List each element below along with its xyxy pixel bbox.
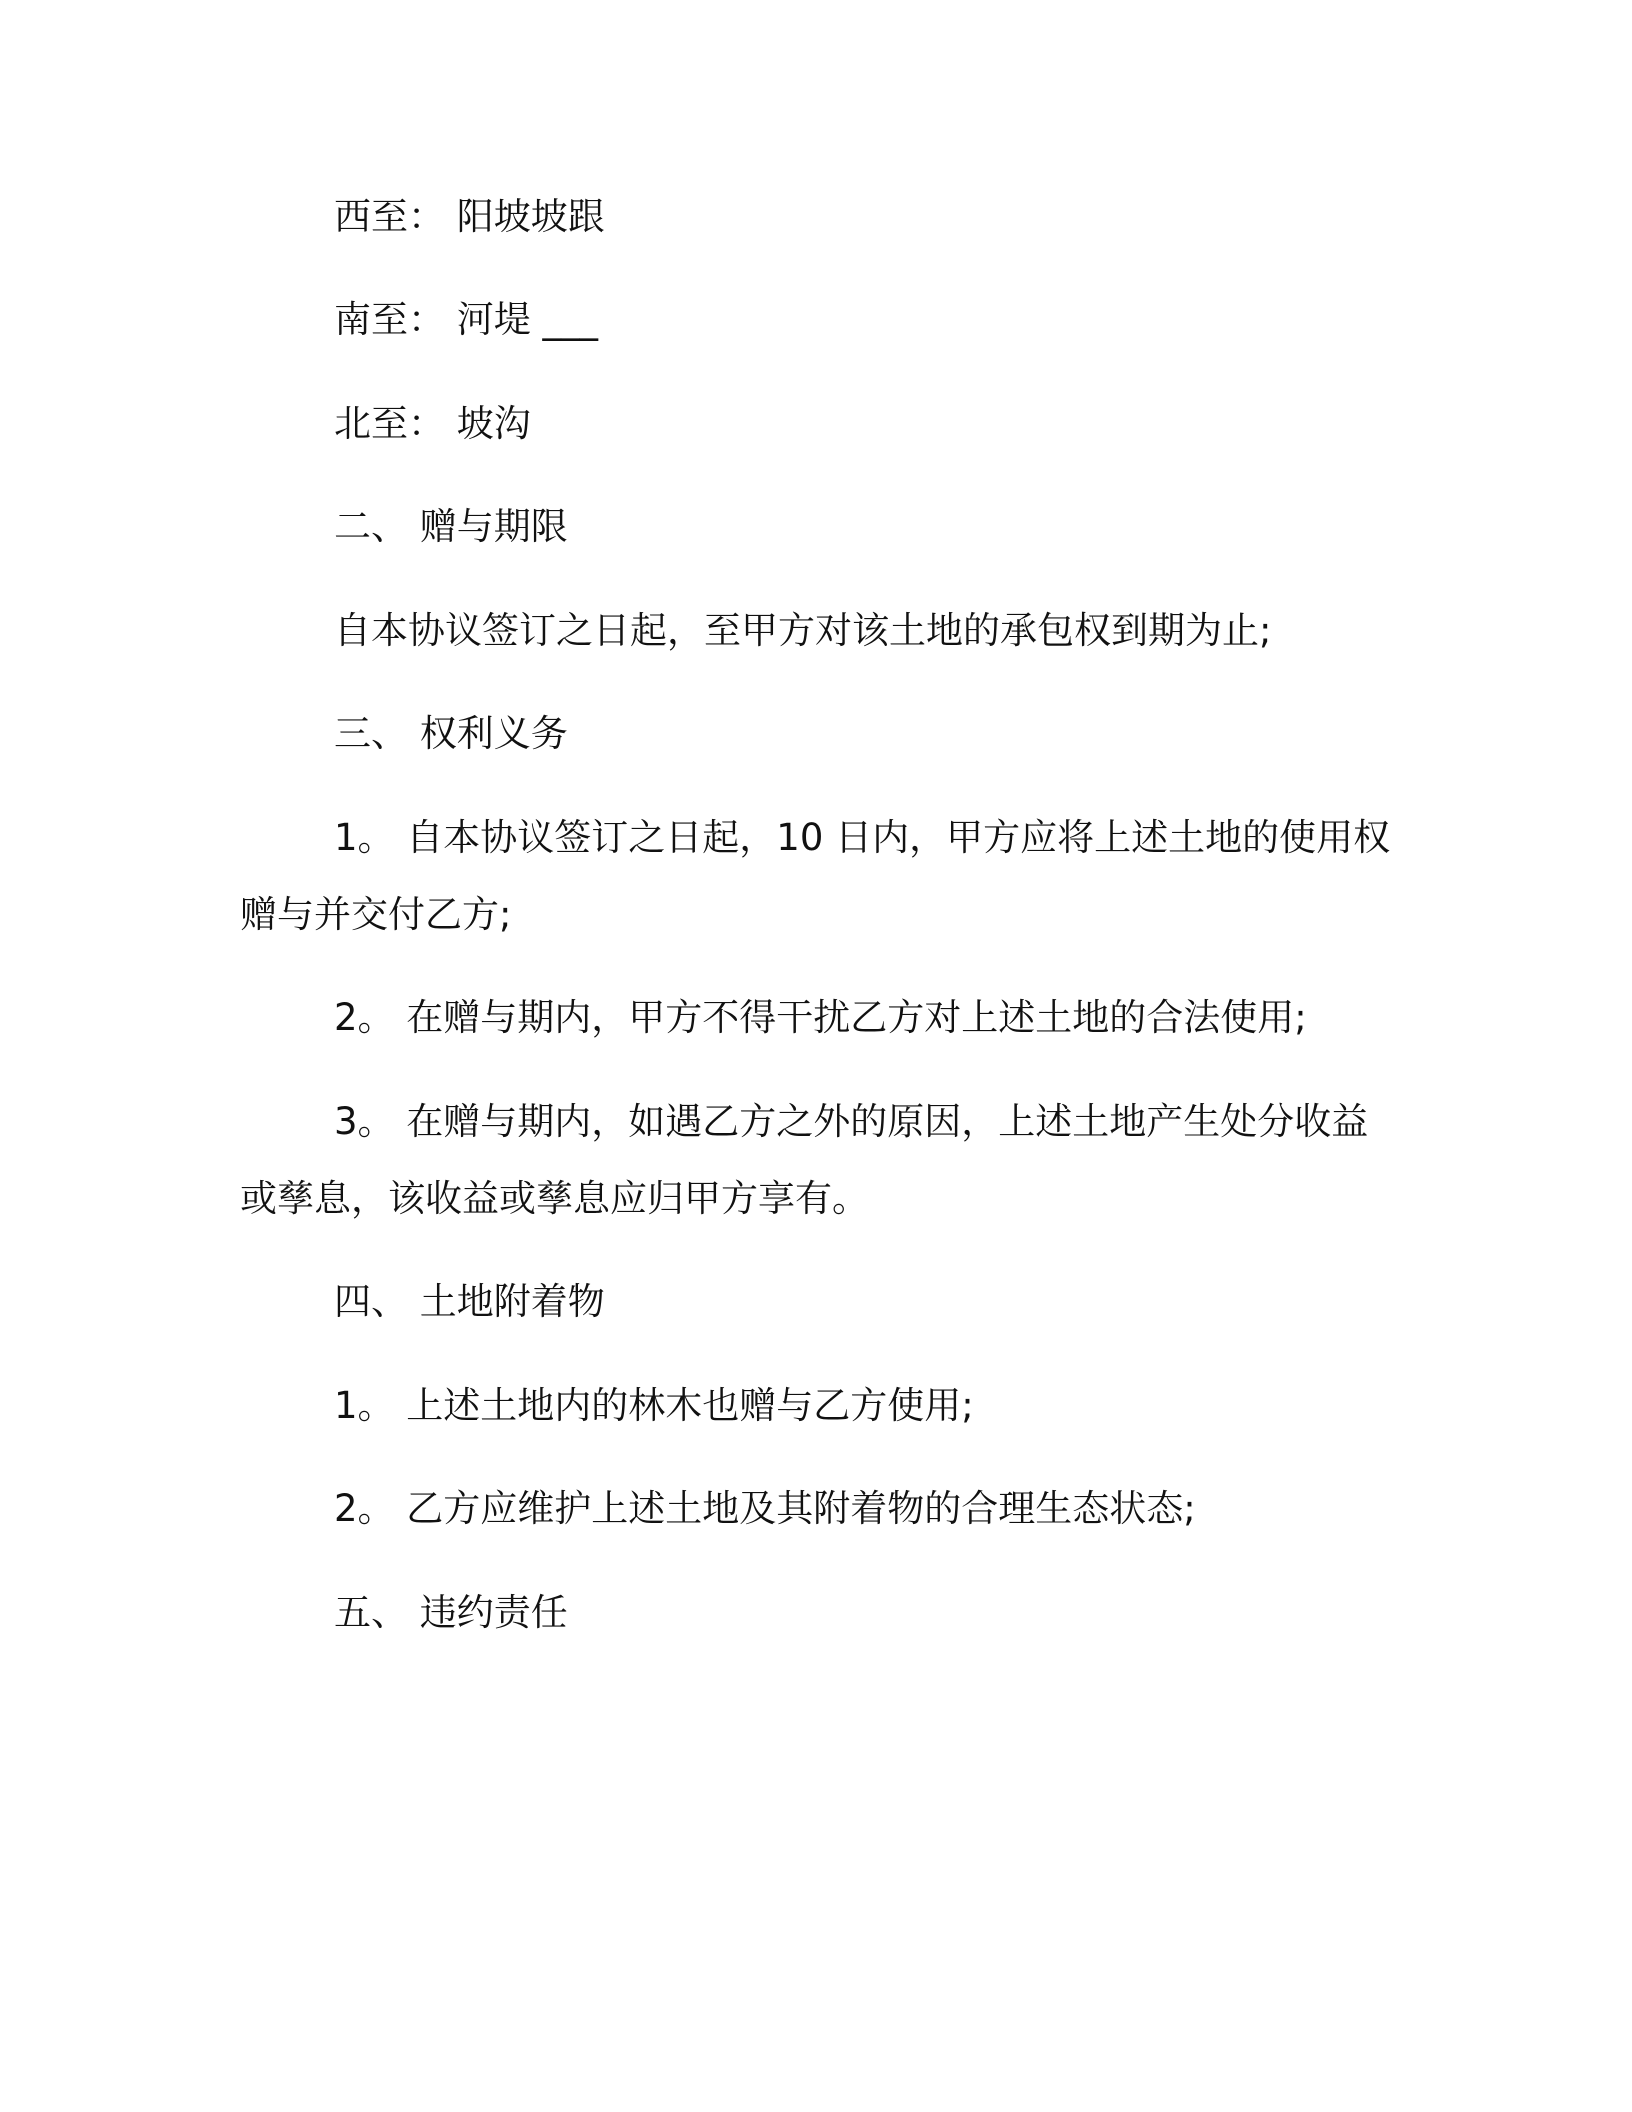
- section-3-heading: 三、 权利义务: [334, 712, 568, 755]
- section-2-body: 自本协议签订之日起，至甲方对该土地的承包权到期为止;: [334, 609, 1272, 652]
- west-boundary-line: 西至： 阳坡坡跟: [334, 195, 605, 238]
- section-3-item-2: 2。 在赠与期内，甲方不得干扰乙方对上述土地的合法使用;: [334, 996, 1307, 1039]
- section-4-item-2: 2。 乙方应维护上述土地及其附着物的合理生态状态;: [334, 1487, 1196, 1530]
- section-2-heading: 二、 赠与期限: [334, 505, 568, 548]
- section-3-item-1-line-2: 赠与并交付乙方;: [240, 893, 512, 936]
- section-3-item-1-line-1: 1。 自本协议签订之日起，10 日内，甲方应将上述土地的使用权: [334, 816, 1391, 859]
- section-3-item-3-line-2: 或孳息，该收益或孳息应归甲方享有。: [240, 1177, 869, 1220]
- north-boundary-line: 北至： 坡沟: [334, 402, 531, 445]
- section-4-item-1: 1。 上述土地内的林木也赠与乙方使用;: [334, 1384, 974, 1427]
- section-3-item-3-line-1: 3。 在赠与期内，如遇乙方之外的原因，上述土地产生处分收益: [334, 1100, 1369, 1143]
- section-5-heading: 五、 违约责任: [334, 1591, 568, 1634]
- south-boundary-line: 南至： 河堤 ___: [334, 298, 599, 341]
- section-4-heading: 四、 土地附着物: [334, 1280, 605, 1323]
